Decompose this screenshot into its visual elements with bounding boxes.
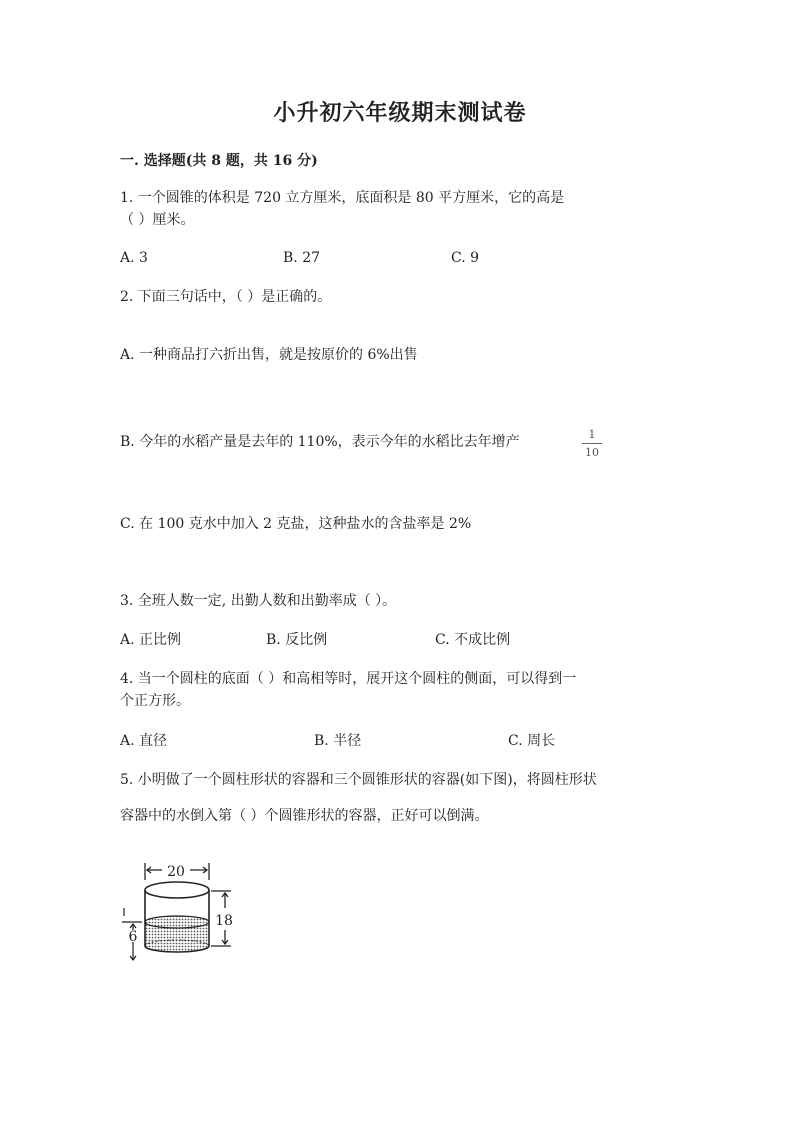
- page-title: 小升初六年级期末测试卷: [273, 100, 527, 126]
- question-3-text: 3. 全班人数一定, 出勤人数和出勤率成（ ）。: [120, 593, 397, 609]
- question-2-option-a: A. 一种商品打六折出售，就是按原价的 6%出售: [120, 347, 418, 363]
- question-4-option-b: B. 半径: [314, 733, 362, 749]
- section-heading: 一. 选择题(共 8 题，共 16 分): [120, 153, 318, 169]
- question-5-line-2: 容器中的水倒入第（ ）个圆锥形状的容器，正好可以倒满。: [120, 808, 489, 824]
- question-2-text: 2. 下面三句话中，（ ）是正确的。: [120, 289, 332, 305]
- question-1-line-1: 1. 一个圆锥的体积是 720 立方厘米，底面积是 80 平方厘米，它的高是: [120, 190, 565, 206]
- cylinder-figure: [118, 858, 248, 968]
- question-1-option-a: A. 3: [120, 250, 148, 266]
- question-4-line-1: 4. 当一个圆柱的底面（ ）和高相等时，展开这个圆柱的侧面，可以得到一: [120, 671, 577, 687]
- question-3-option-b: B. 反比例: [266, 632, 328, 648]
- water-height-label: 6: [128, 929, 138, 945]
- fraction-denominator: 10: [585, 446, 599, 459]
- fraction-bar: [582, 443, 602, 444]
- question-1-option-b: B. 27: [283, 250, 321, 266]
- width-label: 20: [167, 864, 185, 880]
- question-1-line-2: （ ）厘米。: [120, 212, 195, 228]
- question-4-line-2: 个正方形。: [120, 693, 190, 709]
- question-2-fraction: [580, 428, 604, 459]
- question-3-option-c: C. 不成比例: [435, 632, 511, 648]
- question-2-option-b: B. 今年的水稻产量是去年的 110%，表示今年的水稻比去年增产: [120, 434, 520, 450]
- question-1-option-c: C. 9: [451, 250, 480, 266]
- question-4-option-c: C. 周长: [508, 733, 556, 749]
- question-2-option-c: C. 在 100 克水中加入 2 克盐，这种盐水的含盐率是 2%: [120, 516, 472, 532]
- question-4-option-a: A. 直径: [120, 733, 168, 749]
- question-5-line-1: 5. 小明做了一个圆柱形状的容器和三个圆锥形状的容器(如下图)，将圆柱形状: [120, 772, 597, 788]
- fraction-numerator: 1: [588, 428, 596, 441]
- water-fill: [145, 916, 209, 952]
- height-label: 18: [215, 913, 233, 929]
- question-3-option-a: A. 正比例: [120, 632, 182, 648]
